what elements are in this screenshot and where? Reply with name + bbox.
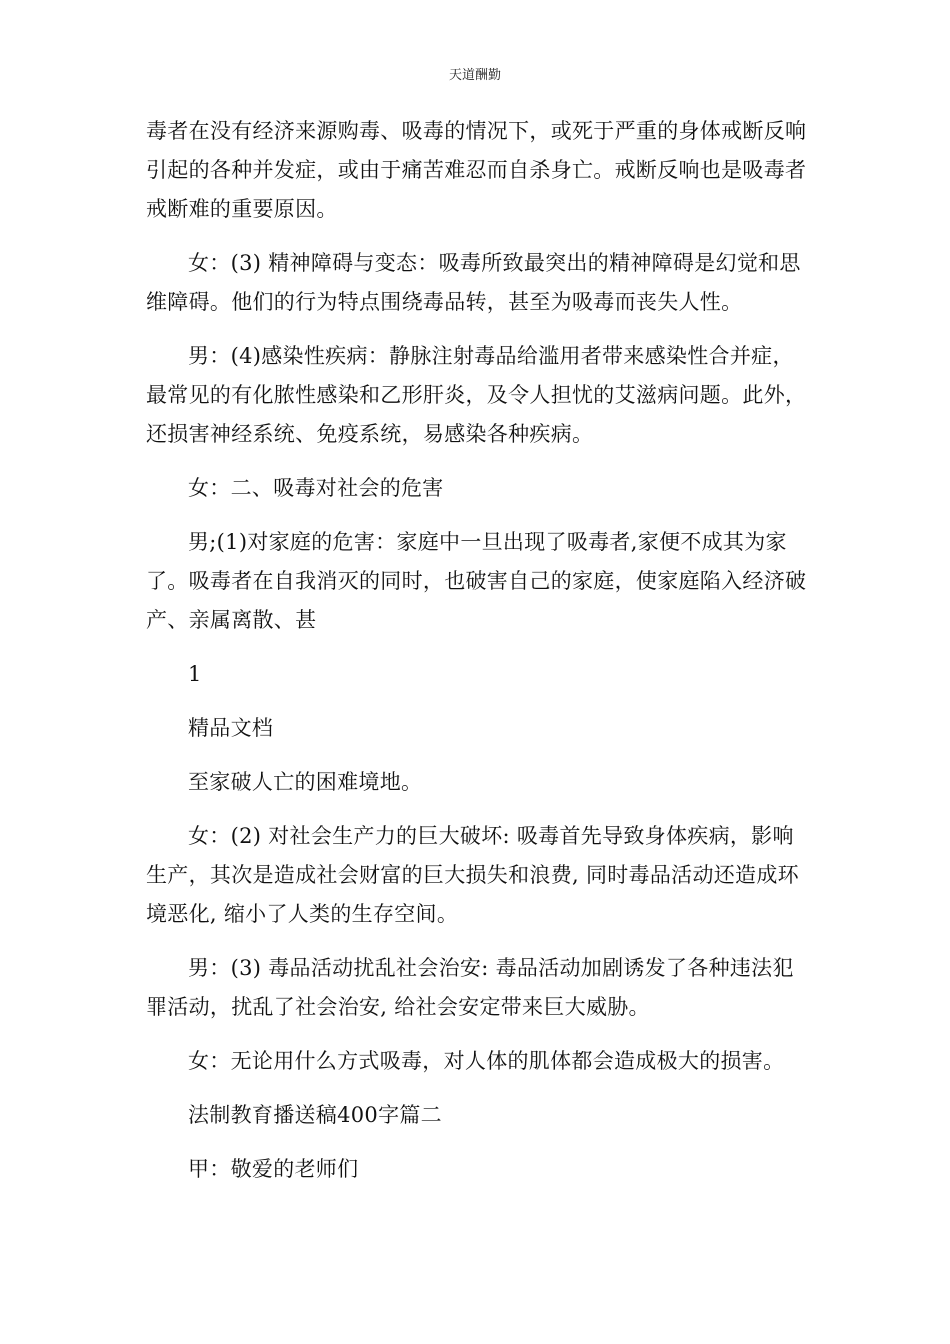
page-label: 精品文档 [188, 716, 274, 740]
document-body [146, 112, 810, 1204]
section-heading: 女：二、吸毒对社会的危害 [188, 476, 444, 500]
paragraph: 女：(3) 精神障碍与变态：吸毒所致最突出的精神障碍是幻觉和思维障碍。他们的行为特点围绕毒品转，甚至为吸毒而丧失人性。 [146, 251, 801, 314]
paragraph: 女：(2) 对社会生产力的巨大破坏: 吸毒首先导致身体疾病，影响生产，其次是造成社会财富的巨大损失和浪费, 同时毒品活动还造成环境恶化, 缩小了人类的生存空间。 [146, 824, 799, 926]
paragraph: 男：(3) 毒品活动扰乱社会治安: 毒品活动加剧诱发了各种违法犯罪活动，扰乱了社会治安, 给社会安定带来巨大威胁。 [146, 956, 794, 1019]
page-header: 天道酬勤 [448, 68, 501, 83]
paragraph: 女：无论用什么方式吸毒，对人体的肌体都会造成极大的损害。 [188, 1049, 785, 1073]
page-number: 1 [188, 662, 202, 686]
paragraph: 男：(4)感染性疾病：静脉注射毒品给滥用者带来感染性合并症，最常见的有化脓性感染和乙形肝炎，及令人担忧的艾滋病问题。此外，还损害神经系统、免疫系统，易感染各种疾病。 [146, 344, 807, 446]
paragraph: 男;(1)对家庭的危害：家庭中一旦出现了吸毒者,家便不成其为家了。吸毒者在自我消灭的同时，也破害自己的家庭，使家庭陷入经济破产、亲属离散、甚 [146, 530, 807, 632]
paragraph: 毒者在没有经济来源购毒、吸毒的情况下，或死于严重的身体戒断反响引起的各种并发症，或由于痛苦难忍而自杀身亡。戒断反响也是吸毒者戒断难的重要原因。 [146, 119, 807, 221]
paragraph: 甲：敬爱的老师们 [188, 1157, 359, 1181]
section-title: 法制教育播送稿400字篇二 [188, 1103, 442, 1127]
paragraph: 至家破人亡的困难境地。 [188, 770, 423, 794]
